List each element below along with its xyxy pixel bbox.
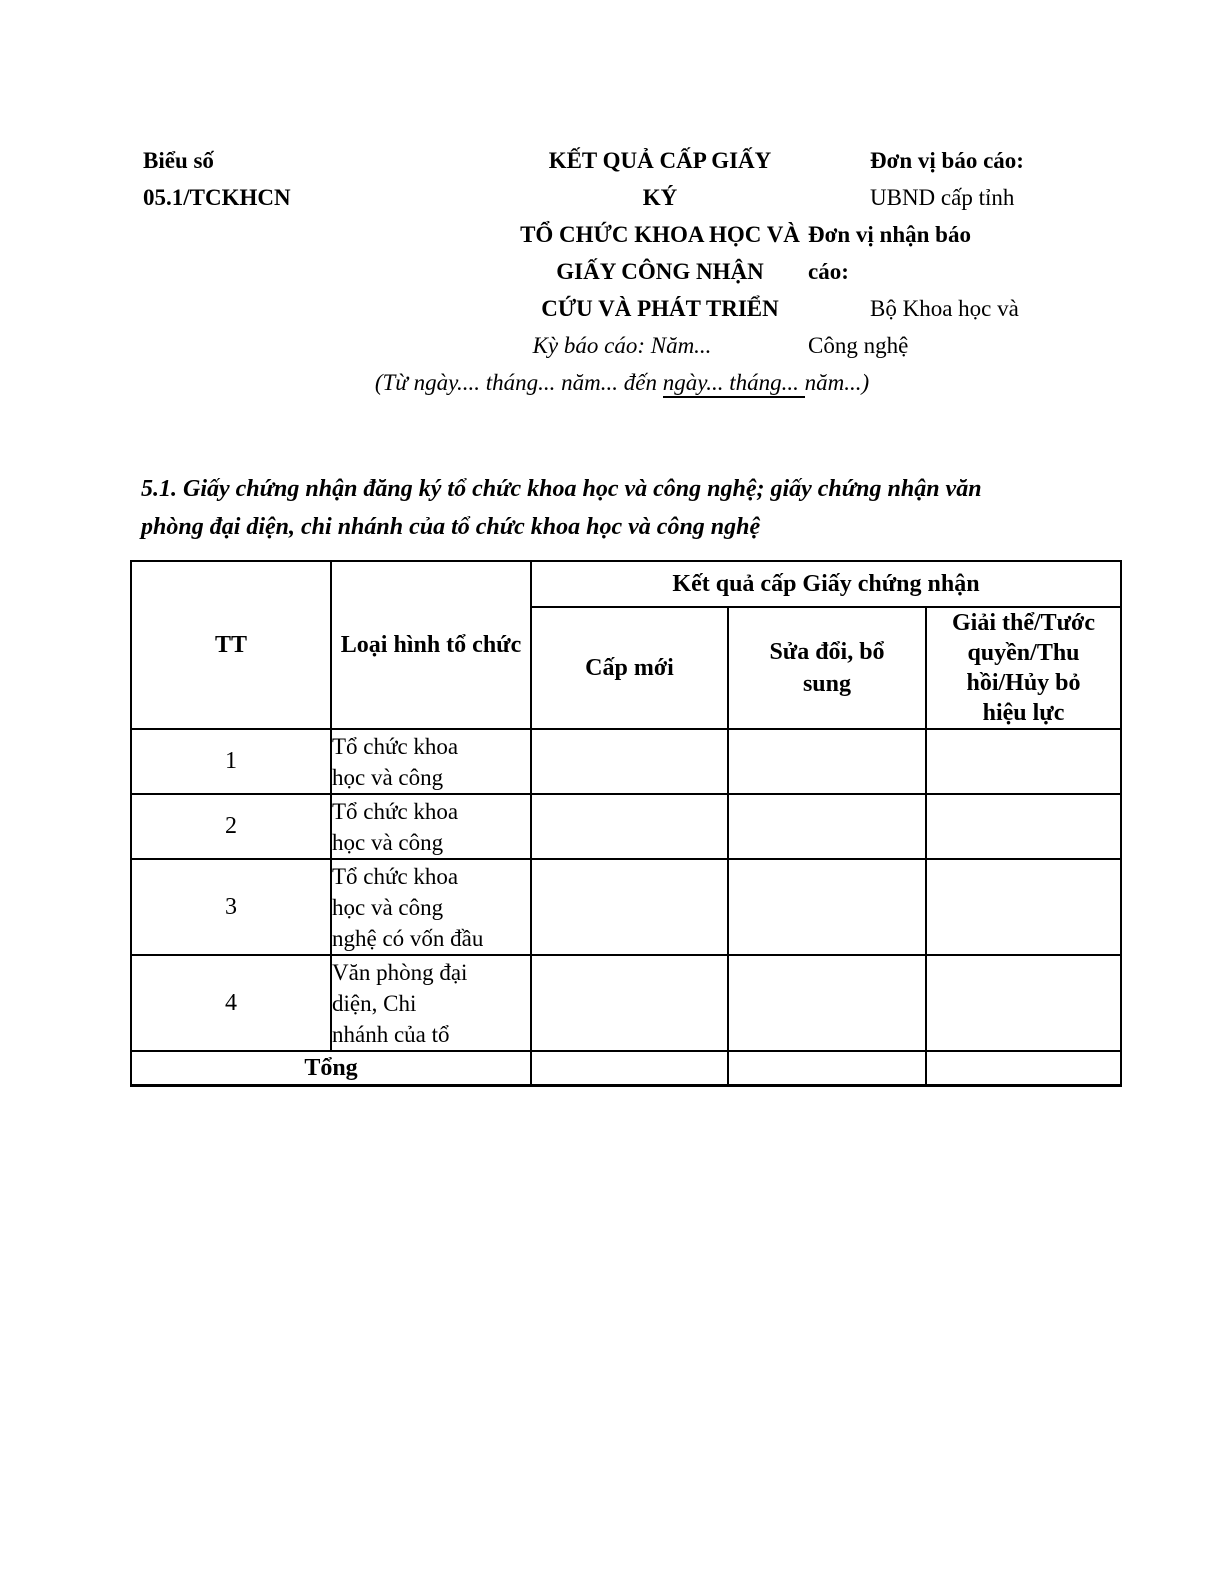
col-header-amendment-line: sung (802, 671, 852, 697)
reporting-unit-value: UBND cấp tỉnh (870, 185, 1015, 210)
empty-data-cell (728, 859, 926, 955)
col-header-dissolution-line: quyền/Thu (967, 640, 1080, 666)
report-title-line: KẾT QUẢ CẤP GIẤY (548, 148, 772, 173)
empty-data-cell (926, 729, 1121, 794)
receiving-unit-value: Bộ Khoa học và (870, 296, 1019, 321)
org-type-line: Tổ chức khoa (332, 798, 459, 824)
empty-data-cell (728, 1051, 926, 1085)
org-type-line: nghệ có vốn đầu (332, 925, 484, 951)
empty-data-cell (531, 955, 728, 1051)
empty-data-cell (926, 794, 1121, 859)
col-header-amendment-line: Sửa đổi, bổ (769, 639, 885, 665)
table-row (131, 729, 1121, 794)
receiving-unit-label-cont: cáo: (808, 259, 849, 284)
empty-data-cell (531, 859, 728, 955)
org-type-cell (331, 794, 531, 859)
col-header-tt: TT (131, 561, 331, 729)
results-table (130, 560, 1122, 1087)
row-number: 2 (131, 794, 331, 859)
col-header-dissolution-line: hiệu lực (982, 700, 1065, 726)
org-type-line: nhánh của tổ (332, 1021, 450, 1047)
org-type-line: học và công (332, 894, 444, 920)
date-range (312, 364, 932, 401)
receiving-unit-label: Đơn vị nhận báo (808, 222, 971, 247)
org-type-line: Tổ chức khoa (332, 733, 459, 759)
section-heading (141, 470, 1131, 546)
col-header-amendment (728, 607, 926, 729)
empty-data-cell (728, 729, 926, 794)
table-row (131, 859, 1121, 955)
table-row (131, 794, 1121, 859)
empty-data-cell (728, 955, 926, 1051)
report-title-line: GIẤY CÔNG NHẬN (556, 259, 764, 284)
empty-data-cell (926, 955, 1121, 1051)
org-type-cell (331, 729, 531, 794)
section-heading-line: phòng đại diện, chi nhánh của tổ chức khoa học và công nghệ (141, 514, 761, 540)
date-range-start: (Từ ngày.... tháng... năm... đến (374, 370, 663, 395)
total-row (131, 1051, 1121, 1085)
report-period: Kỳ báo cáo: Năm... (532, 333, 712, 358)
total-label: Tổng (131, 1051, 531, 1085)
table-row (131, 955, 1121, 1051)
empty-data-cell (531, 1051, 728, 1085)
col-header-group: Kết quả cấp Giấy chứng nhận (531, 561, 1121, 607)
org-type-line: học và công (332, 829, 444, 855)
date-range-end: năm...) (804, 370, 870, 395)
reporting-unit-label: Đơn vị báo cáo: (870, 148, 1024, 173)
col-header-org-type: Loại hình tổ chức (331, 561, 531, 729)
section-heading-line: 5.1. Giấy chứng nhận đăng ký tổ chức khoa học và công nghệ; giấy chứng nhận văn (141, 476, 982, 502)
col-header-dissolution-line: Giải thể/Tước (951, 610, 1095, 636)
org-type-line: Văn phòng đại (332, 959, 468, 985)
report-title-line: TỔ CHỨC KHOA HỌC VÀ (520, 222, 800, 247)
row-number: 4 (131, 955, 331, 1051)
empty-data-cell (531, 729, 728, 794)
form-number-value: 05.1/TCKHCN (143, 185, 291, 210)
col-header-dissolution-line: hồi/Hủy bỏ (966, 670, 1081, 696)
org-type-cell (331, 955, 531, 1051)
receiving-unit-value-cont: Công nghệ (808, 333, 909, 358)
form-number-block (143, 142, 291, 216)
empty-data-cell (926, 1051, 1121, 1085)
empty-data-cell (926, 859, 1121, 955)
org-type-line: học và công (332, 764, 444, 790)
empty-data-cell (531, 794, 728, 859)
form-number-label: Biểu số (143, 148, 214, 173)
report-title-line: CỨU VÀ PHÁT TRIỂN (541, 296, 779, 321)
row-number: 3 (131, 859, 331, 955)
reporting-units-block (808, 142, 1108, 364)
org-type-line: Tổ chức khoa (332, 863, 459, 889)
org-type-cell (331, 859, 531, 955)
date-range-underlined: ngày... tháng... (663, 370, 805, 398)
col-header-dissolution (926, 607, 1121, 729)
report-title-line: KÝ (642, 185, 678, 210)
empty-data-cell (728, 794, 926, 859)
org-type-line: diện, Chi (332, 990, 417, 1016)
col-header-new-issue: Cấp mới (531, 607, 728, 729)
row-number: 1 (131, 729, 331, 794)
